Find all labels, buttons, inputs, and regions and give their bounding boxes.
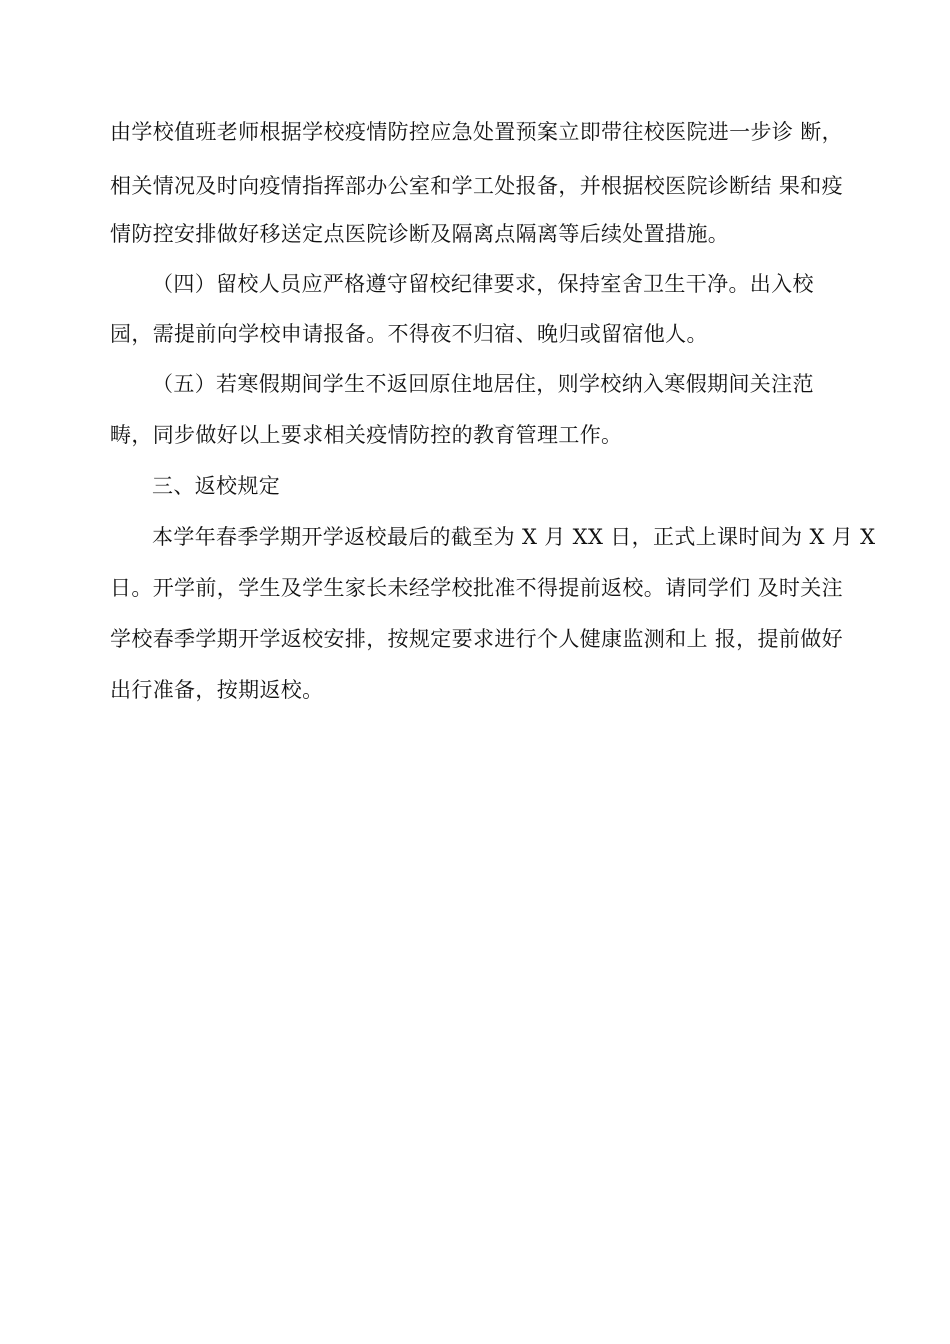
paragraph-line: （四）留校人员应严格遵守留校纪律要求，保持室舍卫生干净。出入校	[152, 272, 814, 296]
paragraph-line: 情防控安排做好移送定点医院诊断及隔离点隔离等后续处置措施。	[110, 222, 730, 246]
paragraph-line: 相关情况及时向疫情指挥部办公室和学工处报备，并根据校医院诊断结 果和疫	[110, 174, 843, 198]
paragraph-line: 日。开学前，学生及学生家长未经学校批准不得提前返校。请同学们 及时关注	[110, 576, 843, 600]
paragraph-line: （五）若寒假期间学生不返回原住地居住，则学校纳入寒假期间关注范	[152, 372, 814, 396]
paragraph-line: 由学校值班老师根据学校疫情防控应急处置预案立即带往校医院进一步诊 断，	[110, 120, 843, 144]
paragraph-line: 学校春季学期开学返校安排，按规定要求进行个人健康监测和上 报，提前做好	[110, 627, 843, 651]
paragraph-line: 本学年春季学期开学返校最后的截至为 X 月 XX 日，正式上课时间为 X 月 X	[152, 525, 876, 549]
paragraph-line: 畴，同步做好以上要求相关疫情防控的教育管理工作。	[110, 423, 623, 447]
section-heading: 三、返校规定	[152, 474, 281, 498]
paragraph-line: 出行准备，按期返校。	[110, 678, 324, 702]
paragraph-line: 园，需提前向学校申请报备。不得夜不归宿、晚归或留宿他人。	[110, 322, 708, 346]
